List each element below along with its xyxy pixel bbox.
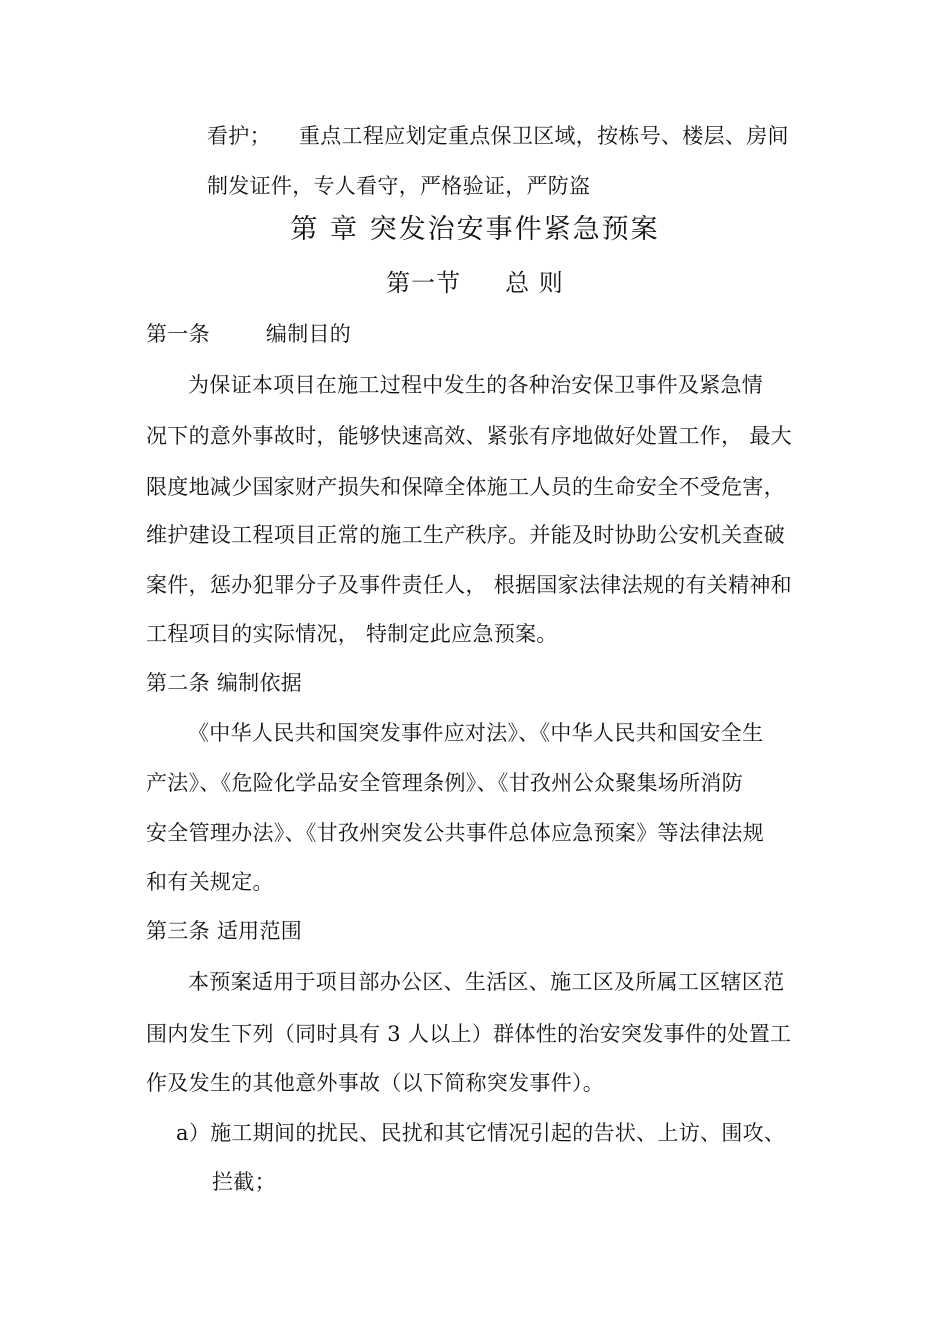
- list-item: [176, 1118, 785, 1148]
- paragraph-line: 维护建设工程项目正常的施工生产秩序。并能及时协助公安机关查破: [146, 523, 785, 547]
- paragraph-line: 本预案适用于项目部办公区、生活区、施工区及所属工区辖区范: [188, 970, 785, 994]
- list-item-continuation: 拦截；: [212, 1170, 276, 1194]
- paragraph-line: 工程项目的实际情况， 特制定此应急预案。: [146, 622, 558, 646]
- continued-text-line-1: [207, 121, 789, 151]
- paragraph-line: 《中华人民共和国突发事件应对法》、《中华人民共和国安全生: [188, 721, 764, 745]
- section-title: [0, 266, 950, 300]
- article-number: 第一条: [146, 322, 210, 346]
- article-topic: 编制目的: [265, 322, 352, 346]
- list-item-text: 施工期间的扰民、民扰和其它情况引起的告状、上访、围攻、: [210, 1121, 786, 1145]
- paragraph-line: 产法》、《危险化学品安全管理条例》、《甘孜州公众聚集场所消防: [146, 771, 743, 795]
- continued-text-fragment: 看护；: [207, 124, 271, 148]
- paragraph-line: 和有关规定。: [146, 870, 274, 894]
- article-1-heading: [146, 319, 351, 349]
- paragraph-line: 案件，惩办犯罪分子及事件责任人， 根据国家法律法规的有关精神和: [146, 573, 792, 597]
- paragraph-line: 围内发生下列（同时具有 3 人以上）群体性的治安突发事件的处置工: [146, 1022, 792, 1046]
- chapter-title: 第 章 突发治安事件紧急预案: [290, 214, 660, 245]
- paragraph-line: 限度地减少国家财产损失和保障全体施工人员的生命安全不受危害，: [146, 475, 785, 499]
- continued-text-line-2: 制发证件，专人看守，严格验证，严防盗: [207, 174, 591, 198]
- paragraph-line: 况下的意外事故时，能够快速高效、紧张有序地做好处置工作， 最大: [146, 424, 792, 448]
- paragraph-line: 为保证本项目在施工过程中发生的各种治安保卫事件及紧急情: [188, 373, 764, 397]
- article-3-heading: 第三条 适用范围: [146, 919, 303, 943]
- paragraph-line: 安全管理办法》、《甘孜州突发公共事件总体应急预案》等法律法规: [146, 821, 764, 845]
- section-number: 第一节: [386, 269, 462, 297]
- list-marker: a）: [176, 1121, 211, 1145]
- section-name: 总 则: [505, 269, 564, 297]
- article-2-heading: 第二条 编制依据: [146, 671, 303, 695]
- paragraph-line: 作及发生的其他意外事故（以下简称突发事件）。: [146, 1071, 605, 1095]
- continued-text-fragment: 重点工程应划定重点保卫区域，按栋号、楼层、房间: [298, 124, 789, 148]
